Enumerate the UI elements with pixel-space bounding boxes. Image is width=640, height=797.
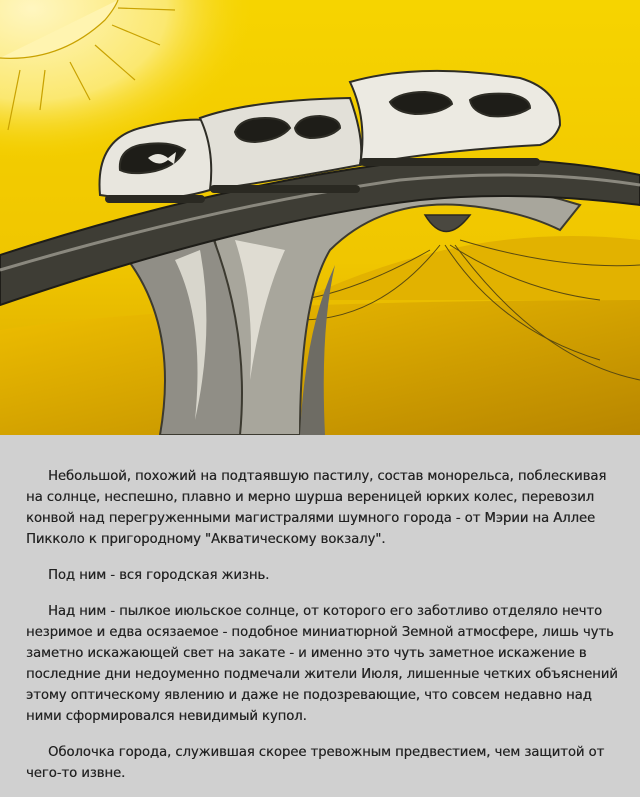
story-paragraph: Оболочка города, служившая скорее тревожным предвестием, чем защитой от чего-то извне. — [26, 745, 605, 781]
story-paragraph: Над ним - пылкое июльское солнце, от которого его заботливо отделяло нечто незримое и едва осязаемое - подобное миниатюрной Земной атмосфере, лишь чуть заметно искажающей свет на закате - и именно это чуть заметное искажение в последние дни недоуменно подмечали жители Июля, лишенные четких объяснений этому оптическому явлению и даже не подозревающие, что совсем недавно над ними сформировался невидимый купол. — [26, 604, 618, 724]
train-window — [470, 94, 530, 117]
story-paragraph: Небольшой, похожий на подтаявшую пастилу, состав монорельса, поблескивая на солнце, неспешно, плавно и мерно шурша вереницей юрких колес, перевозил конвой над перегруженными магистралями шумного города - от Мэрии на Аллее Пикколо к пригородному "Акватическому вокзалу". — [26, 469, 607, 547]
story-text-panel — [0, 435, 640, 797]
story-paragraph: Под ним - вся городская жизнь. — [48, 568, 270, 583]
